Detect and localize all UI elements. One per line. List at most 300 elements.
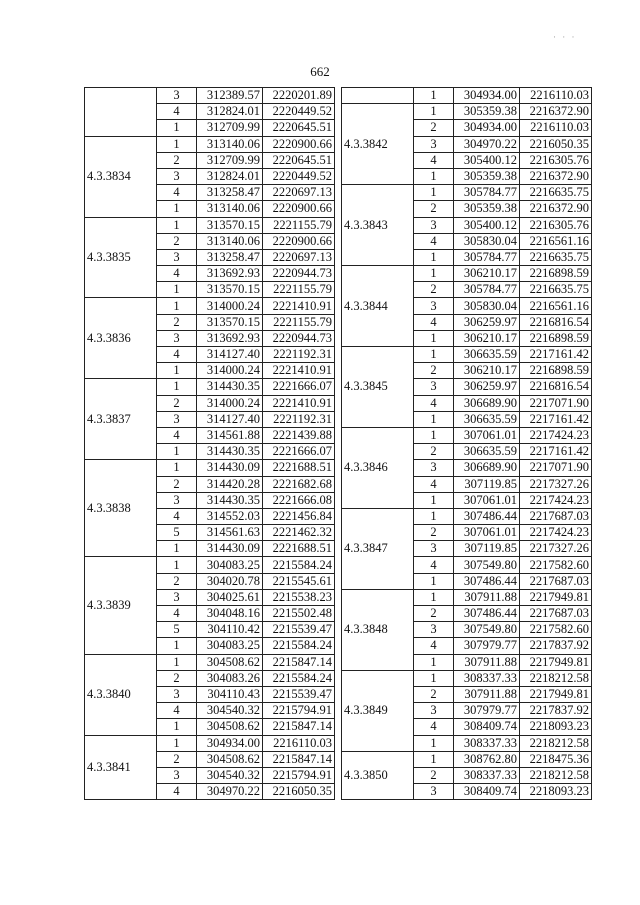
y-coordinate-cell: 2215584.24 xyxy=(263,638,335,654)
point-number-cell: 3 xyxy=(414,703,454,719)
parcel-id-cell: 4.3.3844 xyxy=(342,266,414,347)
y-coordinate-cell: 2220449.52 xyxy=(263,168,335,184)
y-coordinate-cell: 2216110.03 xyxy=(263,735,335,751)
point-number-cell: 1 xyxy=(157,719,197,735)
y-coordinate-cell: 2216305.76 xyxy=(520,152,592,168)
x-coordinate-cell: 314561.63 xyxy=(197,525,263,541)
point-number-cell: 1 xyxy=(414,735,454,751)
y-coordinate-cell: 2221439.88 xyxy=(263,427,335,443)
y-coordinate-cell: 2221666.08 xyxy=(263,492,335,508)
point-number-cell: 1 xyxy=(157,460,197,476)
table-row xyxy=(85,88,335,104)
y-coordinate-cell: 2220944.73 xyxy=(263,266,335,282)
table-row xyxy=(85,136,335,152)
y-coordinate-cell: 2218475.36 xyxy=(520,751,592,767)
y-coordinate-cell: 2221410.91 xyxy=(263,363,335,379)
x-coordinate-cell: 306259.97 xyxy=(454,379,520,395)
x-coordinate-cell: 304020.78 xyxy=(197,573,263,589)
x-coordinate-cell: 306210.17 xyxy=(454,330,520,346)
y-coordinate-cell: 2215584.24 xyxy=(263,557,335,573)
y-coordinate-cell: 2216635.75 xyxy=(520,282,592,298)
point-number-cell: 4 xyxy=(157,266,197,282)
x-coordinate-cell: 313140.06 xyxy=(197,136,263,152)
point-number-cell: 1 xyxy=(414,508,454,524)
point-number-cell: 2 xyxy=(414,363,454,379)
x-coordinate-cell: 313692.93 xyxy=(197,266,263,282)
x-coordinate-cell: 314127.40 xyxy=(197,411,263,427)
y-coordinate-cell: 2221666.07 xyxy=(263,444,335,460)
x-coordinate-cell: 304508.62 xyxy=(197,751,263,767)
table-row xyxy=(342,104,592,120)
x-coordinate-cell: 305359.38 xyxy=(454,168,520,184)
x-coordinate-cell: 307911.88 xyxy=(454,686,520,702)
x-coordinate-cell: 305784.77 xyxy=(454,185,520,201)
y-coordinate-cell: 2221456.84 xyxy=(263,508,335,524)
x-coordinate-cell: 306635.59 xyxy=(454,347,520,363)
y-coordinate-cell: 2221410.91 xyxy=(263,298,335,314)
y-coordinate-cell: 2220645.51 xyxy=(263,120,335,136)
point-number-cell: 3 xyxy=(414,379,454,395)
point-number-cell: 1 xyxy=(414,249,454,265)
x-coordinate-cell: 308337.33 xyxy=(454,735,520,751)
y-coordinate-cell: 2217424.23 xyxy=(520,427,592,443)
x-coordinate-cell: 307979.77 xyxy=(454,638,520,654)
point-number-cell: 3 xyxy=(157,686,197,702)
point-number-cell: 2 xyxy=(414,282,454,298)
y-coordinate-cell: 2217687.03 xyxy=(520,508,592,524)
table-row xyxy=(85,217,335,233)
y-coordinate-cell: 2221192.31 xyxy=(263,347,335,363)
y-coordinate-cell: 2217161.42 xyxy=(520,411,592,427)
parcel-id-cell: 4.3.3836 xyxy=(85,298,157,379)
x-coordinate-cell: 305830.04 xyxy=(454,298,520,314)
table-row xyxy=(85,557,335,573)
point-number-cell: 1 xyxy=(157,735,197,751)
y-coordinate-cell: 2216898.59 xyxy=(520,363,592,379)
y-coordinate-cell: 2216372.90 xyxy=(520,201,592,217)
y-coordinate-cell: 2215545.61 xyxy=(263,573,335,589)
parcel-id-cell: 4.3.3850 xyxy=(342,751,414,800)
y-coordinate-cell: 2217327.26 xyxy=(520,541,592,557)
point-number-cell: 2 xyxy=(157,314,197,330)
page-number: 662 xyxy=(310,64,330,79)
table-row xyxy=(342,88,592,104)
y-coordinate-cell: 2221688.51 xyxy=(263,541,335,557)
coordinates-table-right xyxy=(341,87,592,800)
y-coordinate-cell: 2216372.90 xyxy=(520,104,592,120)
y-coordinate-cell: 2218212.58 xyxy=(520,670,592,686)
point-number-cell: 1 xyxy=(414,654,454,670)
y-coordinate-cell: 2217687.03 xyxy=(520,606,592,622)
parcel-id-cell: 4.3.3839 xyxy=(85,557,157,654)
table-row xyxy=(342,589,592,605)
x-coordinate-cell: 313258.47 xyxy=(197,249,263,265)
x-coordinate-cell: 314430.35 xyxy=(197,379,263,395)
x-coordinate-cell: 313140.06 xyxy=(197,233,263,249)
point-number-cell: 1 xyxy=(414,751,454,767)
point-number-cell: 3 xyxy=(157,492,197,508)
point-number-cell: 4 xyxy=(157,703,197,719)
point-number-cell: 2 xyxy=(157,152,197,168)
table-row xyxy=(342,670,592,686)
y-coordinate-cell: 2217327.26 xyxy=(520,476,592,492)
x-coordinate-cell: 307486.44 xyxy=(454,573,520,589)
y-coordinate-cell: 2220697.13 xyxy=(263,249,335,265)
x-coordinate-cell: 312824.01 xyxy=(197,104,263,120)
x-coordinate-cell: 304083.26 xyxy=(197,670,263,686)
y-coordinate-cell: 2217687.03 xyxy=(520,573,592,589)
x-coordinate-cell: 304110.43 xyxy=(197,686,263,702)
y-coordinate-cell: 2220900.66 xyxy=(263,136,335,152)
point-number-cell: 3 xyxy=(157,168,197,184)
point-number-cell: 1 xyxy=(157,557,197,573)
x-coordinate-cell: 307486.44 xyxy=(454,606,520,622)
y-coordinate-cell: 2220201.89 xyxy=(263,88,335,104)
parcel-id-cell xyxy=(342,88,414,104)
x-coordinate-cell: 306635.59 xyxy=(454,444,520,460)
point-number-cell: 2 xyxy=(157,751,197,767)
point-number-cell: 1 xyxy=(414,589,454,605)
point-number-cell: 4 xyxy=(414,233,454,249)
point-number-cell: 3 xyxy=(157,589,197,605)
point-number-cell: 1 xyxy=(157,136,197,152)
y-coordinate-cell: 2215847.14 xyxy=(263,751,335,767)
y-coordinate-cell: 2221155.79 xyxy=(263,282,335,298)
y-coordinate-cell: 2217424.23 xyxy=(520,525,592,541)
point-number-cell: 1 xyxy=(157,444,197,460)
point-number-cell: 1 xyxy=(157,201,197,217)
y-coordinate-cell: 2215539.47 xyxy=(263,686,335,702)
x-coordinate-cell: 313692.93 xyxy=(197,330,263,346)
point-number-cell: 3 xyxy=(157,330,197,346)
parcel-id-cell: 4.3.3842 xyxy=(342,104,414,185)
y-coordinate-cell: 2216050.35 xyxy=(263,784,335,800)
parcel-id-cell: 4.3.3847 xyxy=(342,508,414,589)
y-coordinate-cell: 2221410.91 xyxy=(263,395,335,411)
coordinates-table-left xyxy=(84,87,335,800)
x-coordinate-cell: 308762.80 xyxy=(454,751,520,767)
y-coordinate-cell: 2215502.48 xyxy=(263,606,335,622)
x-coordinate-cell: 308337.33 xyxy=(454,670,520,686)
point-number-cell: 4 xyxy=(414,395,454,411)
y-coordinate-cell: 2218212.58 xyxy=(520,767,592,783)
x-coordinate-cell: 312389.57 xyxy=(197,88,263,104)
point-number-cell: 4 xyxy=(157,508,197,524)
y-coordinate-cell: 2221155.79 xyxy=(263,217,335,233)
point-number-cell: 1 xyxy=(414,185,454,201)
y-coordinate-cell: 2216898.59 xyxy=(520,266,592,282)
y-coordinate-cell: 2216110.03 xyxy=(520,88,592,104)
y-coordinate-cell: 2216561.16 xyxy=(520,298,592,314)
x-coordinate-cell: 314552.03 xyxy=(197,508,263,524)
y-coordinate-cell: 2221155.79 xyxy=(263,314,335,330)
point-number-cell: 3 xyxy=(414,460,454,476)
y-coordinate-cell: 2218212.58 xyxy=(520,735,592,751)
point-number-cell: 1 xyxy=(414,492,454,508)
x-coordinate-cell: 304083.25 xyxy=(197,638,263,654)
x-coordinate-cell: 314430.09 xyxy=(197,541,263,557)
x-coordinate-cell: 304934.00 xyxy=(454,120,520,136)
point-number-cell: 2 xyxy=(414,444,454,460)
point-number-cell: 2 xyxy=(157,395,197,411)
point-number-cell: 4 xyxy=(157,347,197,363)
x-coordinate-cell: 314000.24 xyxy=(197,395,263,411)
point-number-cell: 2 xyxy=(414,767,454,783)
y-coordinate-cell: 2216635.75 xyxy=(520,249,592,265)
y-coordinate-cell: 2216635.75 xyxy=(520,185,592,201)
x-coordinate-cell: 313570.15 xyxy=(197,314,263,330)
x-coordinate-cell: 304508.62 xyxy=(197,719,263,735)
y-coordinate-cell: 2215847.14 xyxy=(263,719,335,735)
table-row xyxy=(342,347,592,363)
y-coordinate-cell: 2221682.68 xyxy=(263,476,335,492)
y-coordinate-cell: 2217837.92 xyxy=(520,703,592,719)
y-coordinate-cell: 2218093.23 xyxy=(520,784,592,800)
point-number-cell: 3 xyxy=(414,622,454,638)
point-number-cell: 3 xyxy=(157,249,197,265)
y-coordinate-cell: 2217949.81 xyxy=(520,686,592,702)
y-coordinate-cell: 2217161.42 xyxy=(520,347,592,363)
point-number-cell: 3 xyxy=(414,298,454,314)
x-coordinate-cell: 304934.00 xyxy=(454,88,520,104)
y-coordinate-cell: 2218093.23 xyxy=(520,719,592,735)
point-number-cell: 4 xyxy=(157,606,197,622)
x-coordinate-cell: 307549.80 xyxy=(454,557,520,573)
x-coordinate-cell: 307911.88 xyxy=(454,654,520,670)
y-coordinate-cell: 2215538.23 xyxy=(263,589,335,605)
x-coordinate-cell: 306689.90 xyxy=(454,460,520,476)
parcel-id-cell: 4.3.3838 xyxy=(85,460,157,557)
x-coordinate-cell: 304934.00 xyxy=(197,735,263,751)
point-number-cell: 3 xyxy=(414,136,454,152)
point-number-cell: 5 xyxy=(157,622,197,638)
x-coordinate-cell: 306210.17 xyxy=(454,266,520,282)
x-coordinate-cell: 307549.80 xyxy=(454,622,520,638)
point-number-cell: 2 xyxy=(414,201,454,217)
point-number-cell: 4 xyxy=(414,476,454,492)
y-coordinate-cell: 2221688.51 xyxy=(263,460,335,476)
point-number-cell: 3 xyxy=(157,411,197,427)
y-coordinate-cell: 2215794.91 xyxy=(263,703,335,719)
table-row xyxy=(342,427,592,443)
point-number-cell: 3 xyxy=(157,767,197,783)
x-coordinate-cell: 304970.22 xyxy=(197,784,263,800)
point-number-cell: 2 xyxy=(157,476,197,492)
y-coordinate-cell: 2221192.31 xyxy=(263,411,335,427)
x-coordinate-cell: 314561.88 xyxy=(197,427,263,443)
parcel-id-cell: 4.3.3841 xyxy=(85,735,157,800)
x-coordinate-cell: 305359.38 xyxy=(454,104,520,120)
y-coordinate-cell: 2216050.35 xyxy=(520,136,592,152)
x-coordinate-cell: 314000.24 xyxy=(197,363,263,379)
point-number-cell: 2 xyxy=(414,525,454,541)
x-coordinate-cell: 308409.74 xyxy=(454,719,520,735)
point-number-cell: 4 xyxy=(414,557,454,573)
y-coordinate-cell: 2216898.59 xyxy=(520,330,592,346)
table-row xyxy=(85,460,335,476)
point-number-cell: 1 xyxy=(157,282,197,298)
point-number-cell: 1 xyxy=(414,88,454,104)
y-coordinate-cell: 2217949.81 xyxy=(520,654,592,670)
point-number-cell: 4 xyxy=(157,427,197,443)
point-number-cell: 4 xyxy=(157,104,197,120)
x-coordinate-cell: 307486.44 xyxy=(454,508,520,524)
x-coordinate-cell: 305400.12 xyxy=(454,217,520,233)
point-number-cell: 3 xyxy=(157,88,197,104)
table-row xyxy=(85,298,335,314)
x-coordinate-cell: 312709.99 xyxy=(197,152,263,168)
y-coordinate-cell: 2217424.23 xyxy=(520,492,592,508)
point-number-cell: 4 xyxy=(414,638,454,654)
point-number-cell: 2 xyxy=(157,233,197,249)
y-coordinate-cell: 2217161.42 xyxy=(520,444,592,460)
point-number-cell: 1 xyxy=(414,266,454,282)
y-coordinate-cell: 2217949.81 xyxy=(520,589,592,605)
x-coordinate-cell: 304970.22 xyxy=(454,136,520,152)
x-coordinate-cell: 306689.90 xyxy=(454,395,520,411)
y-coordinate-cell: 2215539.47 xyxy=(263,622,335,638)
y-coordinate-cell: 2220449.52 xyxy=(263,104,335,120)
x-coordinate-cell: 314430.35 xyxy=(197,444,263,460)
x-coordinate-cell: 314420.28 xyxy=(197,476,263,492)
y-coordinate-cell: 2221462.32 xyxy=(263,525,335,541)
parcel-id-cell: 4.3.3834 xyxy=(85,136,157,217)
y-coordinate-cell: 2216561.16 xyxy=(520,233,592,249)
point-number-cell: 3 xyxy=(414,784,454,800)
y-coordinate-cell: 2216305.76 xyxy=(520,217,592,233)
x-coordinate-cell: 307119.85 xyxy=(454,476,520,492)
point-number-cell: 2 xyxy=(157,670,197,686)
y-coordinate-cell: 2217837.92 xyxy=(520,638,592,654)
point-number-cell: 1 xyxy=(414,670,454,686)
parcel-id-cell: 4.3.3848 xyxy=(342,589,414,670)
y-coordinate-cell: 2217071.90 xyxy=(520,395,592,411)
x-coordinate-cell: 313570.15 xyxy=(197,282,263,298)
x-coordinate-cell: 305784.77 xyxy=(454,249,520,265)
point-number-cell: 4 xyxy=(414,152,454,168)
x-coordinate-cell: 307911.88 xyxy=(454,589,520,605)
y-coordinate-cell: 2215847.14 xyxy=(263,654,335,670)
x-coordinate-cell: 305400.12 xyxy=(454,152,520,168)
y-coordinate-cell: 2220697.13 xyxy=(263,185,335,201)
parcel-id-cell: 4.3.3846 xyxy=(342,427,414,508)
x-coordinate-cell: 304083.25 xyxy=(197,557,263,573)
x-coordinate-cell: 306210.17 xyxy=(454,363,520,379)
point-number-cell: 1 xyxy=(157,379,197,395)
x-coordinate-cell: 313570.15 xyxy=(197,217,263,233)
x-coordinate-cell: 305359.38 xyxy=(454,201,520,217)
y-coordinate-cell: 2220900.66 xyxy=(263,201,335,217)
x-coordinate-cell: 314430.09 xyxy=(197,460,263,476)
y-coordinate-cell: 2215794.91 xyxy=(263,767,335,783)
x-coordinate-cell: 304110.42 xyxy=(197,622,263,638)
point-number-cell: 5 xyxy=(157,525,197,541)
x-coordinate-cell: 312824.01 xyxy=(197,168,263,184)
point-number-cell: 2 xyxy=(414,120,454,136)
y-coordinate-cell: 2220645.51 xyxy=(263,152,335,168)
parcel-id-cell: 4.3.3837 xyxy=(85,379,157,460)
point-number-cell: 4 xyxy=(157,185,197,201)
x-coordinate-cell: 314430.35 xyxy=(197,492,263,508)
point-number-cell: 1 xyxy=(414,168,454,184)
point-number-cell: 1 xyxy=(157,217,197,233)
parcel-id-cell: 4.3.3840 xyxy=(85,654,157,735)
point-number-cell: 2 xyxy=(414,686,454,702)
point-number-cell: 4 xyxy=(414,719,454,735)
parcel-id-cell: 4.3.3843 xyxy=(342,185,414,266)
x-coordinate-cell: 308337.33 xyxy=(454,767,520,783)
x-coordinate-cell: 306259.97 xyxy=(454,314,520,330)
x-coordinate-cell: 305784.77 xyxy=(454,282,520,298)
y-coordinate-cell: 2217071.90 xyxy=(520,460,592,476)
x-coordinate-cell: 304540.32 xyxy=(197,703,263,719)
x-coordinate-cell: 304508.62 xyxy=(197,654,263,670)
point-number-cell: 1 xyxy=(157,654,197,670)
point-number-cell: 1 xyxy=(157,363,197,379)
x-coordinate-cell: 313258.47 xyxy=(197,185,263,201)
point-number-cell: 1 xyxy=(414,573,454,589)
point-number-cell: 1 xyxy=(414,347,454,363)
x-coordinate-cell: 307119.85 xyxy=(454,541,520,557)
table-row xyxy=(342,751,592,767)
x-coordinate-cell: 314000.24 xyxy=(197,298,263,314)
table-row xyxy=(85,654,335,670)
parcel-id-cell: 4.3.3845 xyxy=(342,347,414,428)
y-coordinate-cell: 2217582.60 xyxy=(520,622,592,638)
parcel-id-cell: 4.3.3835 xyxy=(85,217,157,298)
table-row xyxy=(342,508,592,524)
point-number-cell: 4 xyxy=(414,314,454,330)
table-row xyxy=(85,735,335,751)
point-number-cell: 1 xyxy=(157,638,197,654)
x-coordinate-cell: 304025.61 xyxy=(197,589,263,605)
x-coordinate-cell: 313140.06 xyxy=(197,201,263,217)
point-number-cell: 3 xyxy=(414,217,454,233)
point-number-cell: 1 xyxy=(157,120,197,136)
x-coordinate-cell: 305830.04 xyxy=(454,233,520,249)
point-number-cell: 2 xyxy=(414,606,454,622)
point-number-cell: 2 xyxy=(157,573,197,589)
point-number-cell: 4 xyxy=(157,784,197,800)
y-coordinate-cell: 2215584.24 xyxy=(263,670,335,686)
x-coordinate-cell: 308409.74 xyxy=(454,784,520,800)
y-coordinate-cell: 2216816.54 xyxy=(520,379,592,395)
y-coordinate-cell: 2216372.90 xyxy=(520,168,592,184)
point-number-cell: 1 xyxy=(157,298,197,314)
point-number-cell: 1 xyxy=(157,541,197,557)
x-coordinate-cell: 304048.16 xyxy=(197,606,263,622)
x-coordinate-cell: 314127.40 xyxy=(197,347,263,363)
point-number-cell: 3 xyxy=(414,541,454,557)
y-coordinate-cell: 2216110.03 xyxy=(520,120,592,136)
y-coordinate-cell: 2220944.73 xyxy=(263,330,335,346)
parcel-id-cell xyxy=(85,88,157,137)
y-coordinate-cell: 2217582.60 xyxy=(520,557,592,573)
point-number-cell: 1 xyxy=(414,411,454,427)
point-number-cell: 1 xyxy=(414,330,454,346)
y-coordinate-cell: 2221666.07 xyxy=(263,379,335,395)
x-coordinate-cell: 307979.77 xyxy=(454,703,520,719)
x-coordinate-cell: 304540.32 xyxy=(197,767,263,783)
x-coordinate-cell: 312709.99 xyxy=(197,120,263,136)
table-row xyxy=(342,185,592,201)
y-coordinate-cell: 2216816.54 xyxy=(520,314,592,330)
table-row xyxy=(85,379,335,395)
parcel-id-cell: 4.3.3849 xyxy=(342,670,414,751)
point-number-cell: 1 xyxy=(414,104,454,120)
corner-mark: · · · xyxy=(553,32,577,42)
y-coordinate-cell: 2220900.66 xyxy=(263,233,335,249)
